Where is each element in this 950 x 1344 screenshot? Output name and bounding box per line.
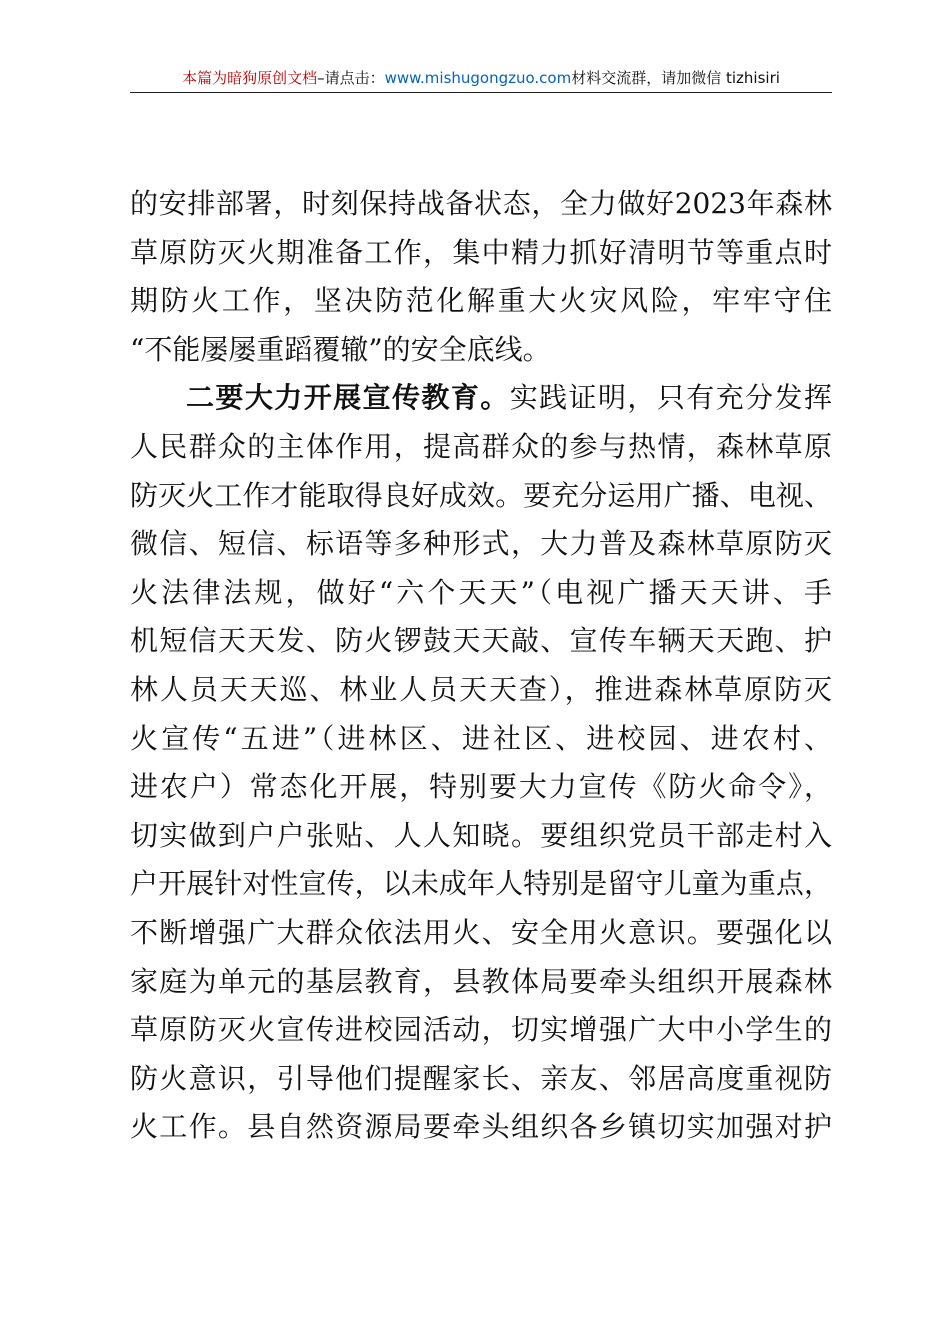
- header-brand-text: 本篇为暗狗原创文档: [182, 69, 318, 87]
- header-prompt-text: –请点击：: [317, 69, 385, 87]
- text-line: 机短信天天发、防火锣鼓天天敲、宣传车辆天天跑、护: [130, 624, 832, 658]
- text-line: 火宣传“五进”（进林区、进社区、进校园、进农村、: [130, 721, 832, 755]
- text-line: 防灭火工作才能取得良好成效。要充分运用广播、电视、: [130, 478, 832, 512]
- document-body: [130, 180, 832, 1152]
- text-line: 火工作。县自然资源局要牵头组织各乡镇切实加强对护: [130, 1110, 832, 1144]
- text-line: 草原防灭火期准备工作，集中精力抓好清明节等重点时: [130, 235, 832, 269]
- paragraph-text: 实践证明，只有充分发挥: [509, 381, 832, 415]
- text-line: 期防火工作，坚决防范化解重大火灾风险，牢牢守住: [130, 284, 832, 318]
- header-wechat-text: 材料交流群，请加微信 tizhisiri: [571, 69, 780, 87]
- text-line: 林人员天天巡、林业人员天天查），推进森林草原防灭: [130, 672, 832, 706]
- text-line: 切实做到户户张贴、人人知晓。要组织党员干部走村入: [130, 818, 832, 852]
- paragraph-heading: 二要大力开展宣传教育。: [186, 381, 510, 415]
- text-line: “不能屡屡重蹈覆辙”的安全底线。: [130, 332, 551, 366]
- header-website-link[interactable]: www.mishugongzuo.com: [384, 69, 572, 87]
- text-line: 户开展针对性宣传，以未成年人特别是留守儿童为重点，: [130, 867, 832, 901]
- text-line: 草原防灭火宣传进校园活动，切实增强广大中小学生的: [130, 1013, 832, 1047]
- text-line: 火法律法规，做好“六个天天”（电视广播天天讲、手: [130, 575, 832, 609]
- text-line: 人民群众的主体作用，提高群众的参与热情，森林草原: [130, 429, 832, 463]
- text-line: 防火意识，引导他们提醒家长、亲友、邻居高度重视防: [130, 1061, 832, 1095]
- text-line: [130, 374, 832, 423]
- page-header: [130, 64, 832, 93]
- text-line: 不断增强广大群众依法用火、安全用火意识。要强化以: [130, 915, 832, 949]
- text-line: 的安排部署，时刻保持战备状态，全力做好2023年森林: [130, 187, 832, 220]
- paragraph-2: [130, 374, 832, 1152]
- paragraph-1: [130, 180, 832, 374]
- text-line: 微信、短信、标语等多种形式，大力普及森林草原防灭: [130, 527, 832, 561]
- text-line: 家庭为单元的基层教育，县教体局要牵头组织开展森林: [130, 964, 832, 998]
- text-line: 进农户）常态化开展，特别要大力宣传《防火命令》，: [130, 770, 832, 804]
